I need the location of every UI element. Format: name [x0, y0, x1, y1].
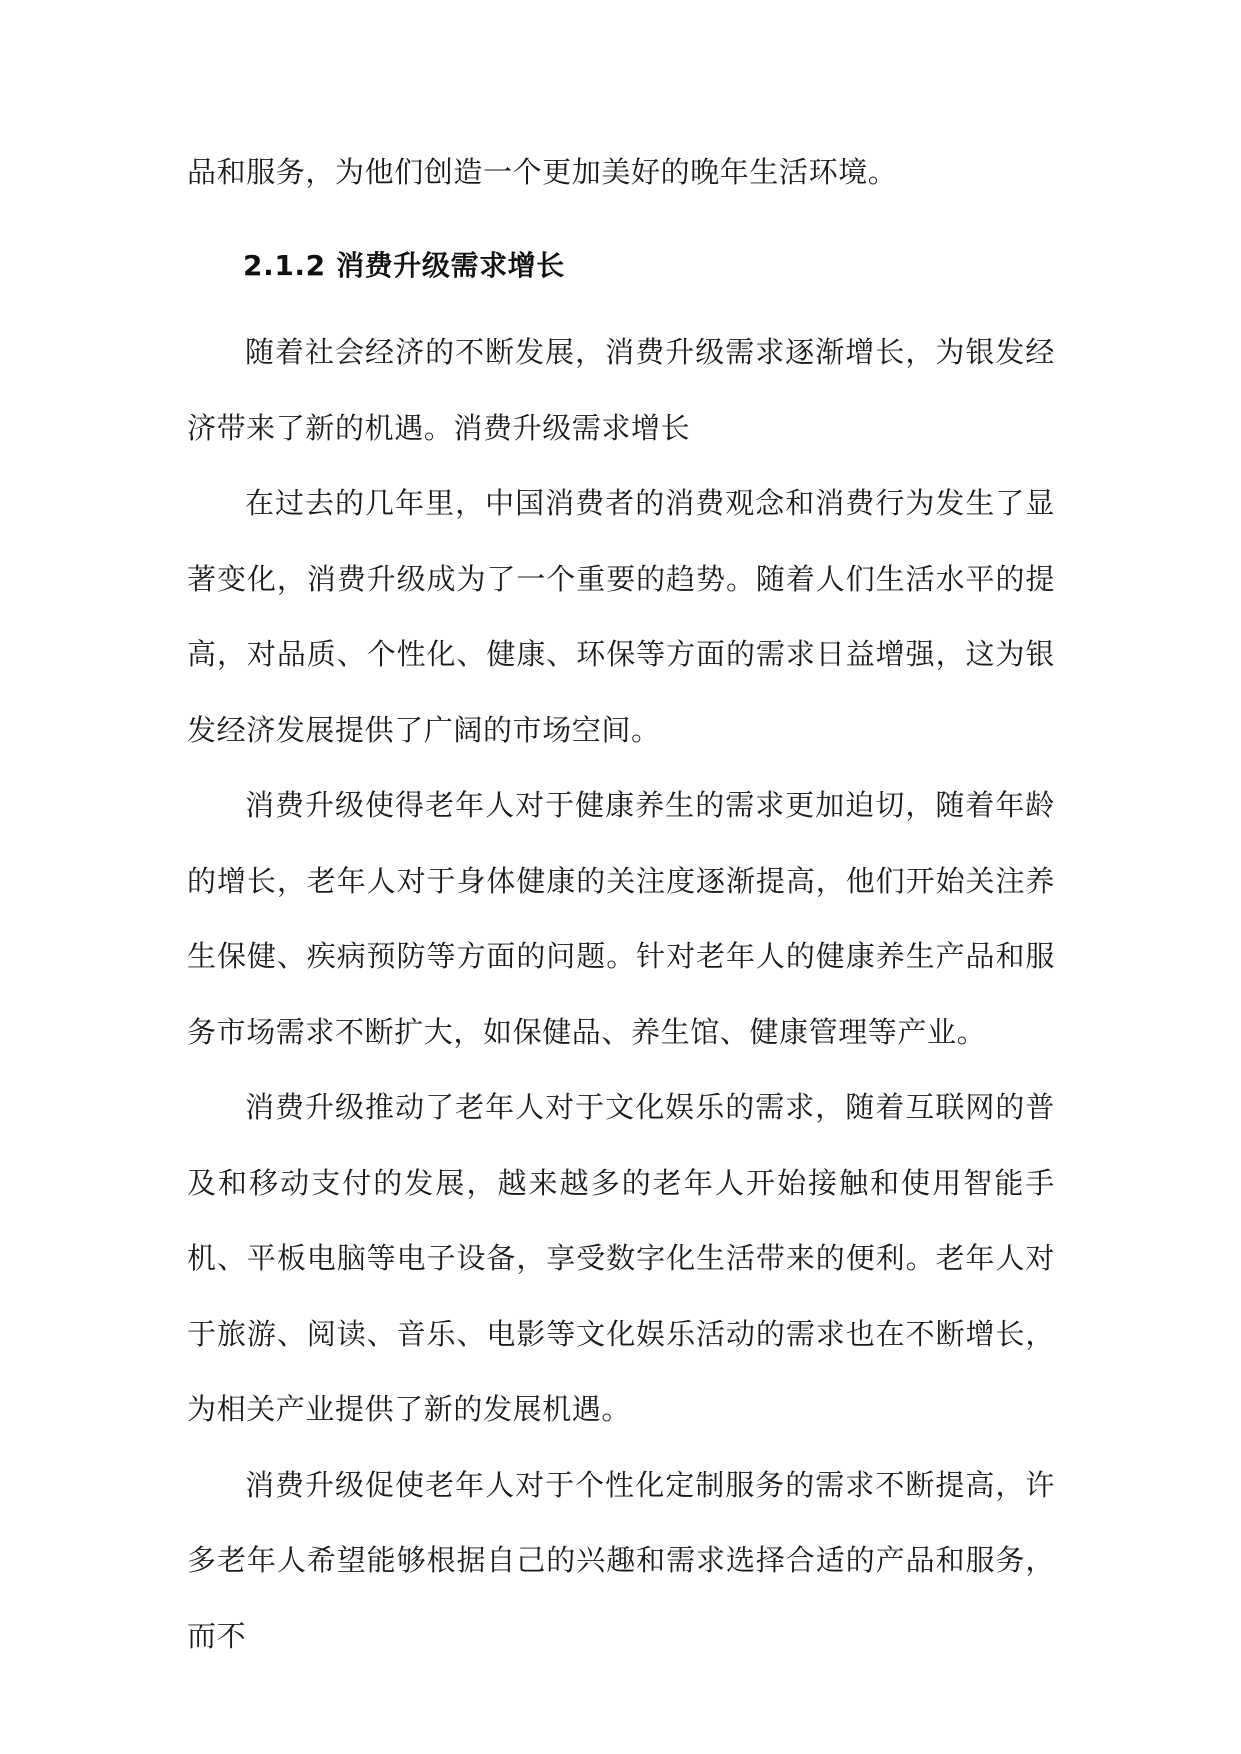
body-text [187, 315, 1055, 1674]
paragraph: 消费升级促使老年人对于个性化定制服务的需求不断提高，许多老年人希望能够根据自己的兴趣和需求选择合适的产品和服务，而不 [187, 1467, 1055, 1653]
continuation-text: 品和服务，为他们创造一个更加美好的晚年生活环境。 [187, 155, 898, 189]
paragraph: 消费升级推动了老年人对于文化娱乐的需求，随着互联网的普及和移动支付的发展，越来越多的老年人开始接触和使用智能手机、平板电脑等电子设备，享受数字化生活带来的便利。老年人对于旅游、阅读、音乐、电影等文化娱乐活动的需求也在不断增长，为相关产业提供了新的发展机遇。 [187, 1090, 1055, 1426]
section-heading: 2.1.2 消费升级需求增长 [243, 249, 565, 282]
paragraph: 随着社会经济的不断发展，消费升级需求逐渐增长，为银发经济带来了新的机遇。消费升级需求增长 [187, 335, 1055, 445]
paragraph: 在过去的几年里，中国消费者的消费观念和消费行为发生了显著变化，消费升级成为了一个重要的趋势。随着人们生活水平的提高，对品质、个性化、健康、环保等方面的需求日益增强，这为银发经济发展提供了广阔的市场空间。 [187, 486, 1055, 747]
paragraph: 消费升级使得老年人对于健康养生的需求更加迫切，随着年龄的增长，老年人对于身体健康的关注度逐渐提高，他们开始关注养生保健、疾病预防等方面的问题。针对老年人的健康养生产品和服务市场需求不断扩大，如保健品、养生馆、健康管理等产业。 [187, 788, 1055, 1049]
